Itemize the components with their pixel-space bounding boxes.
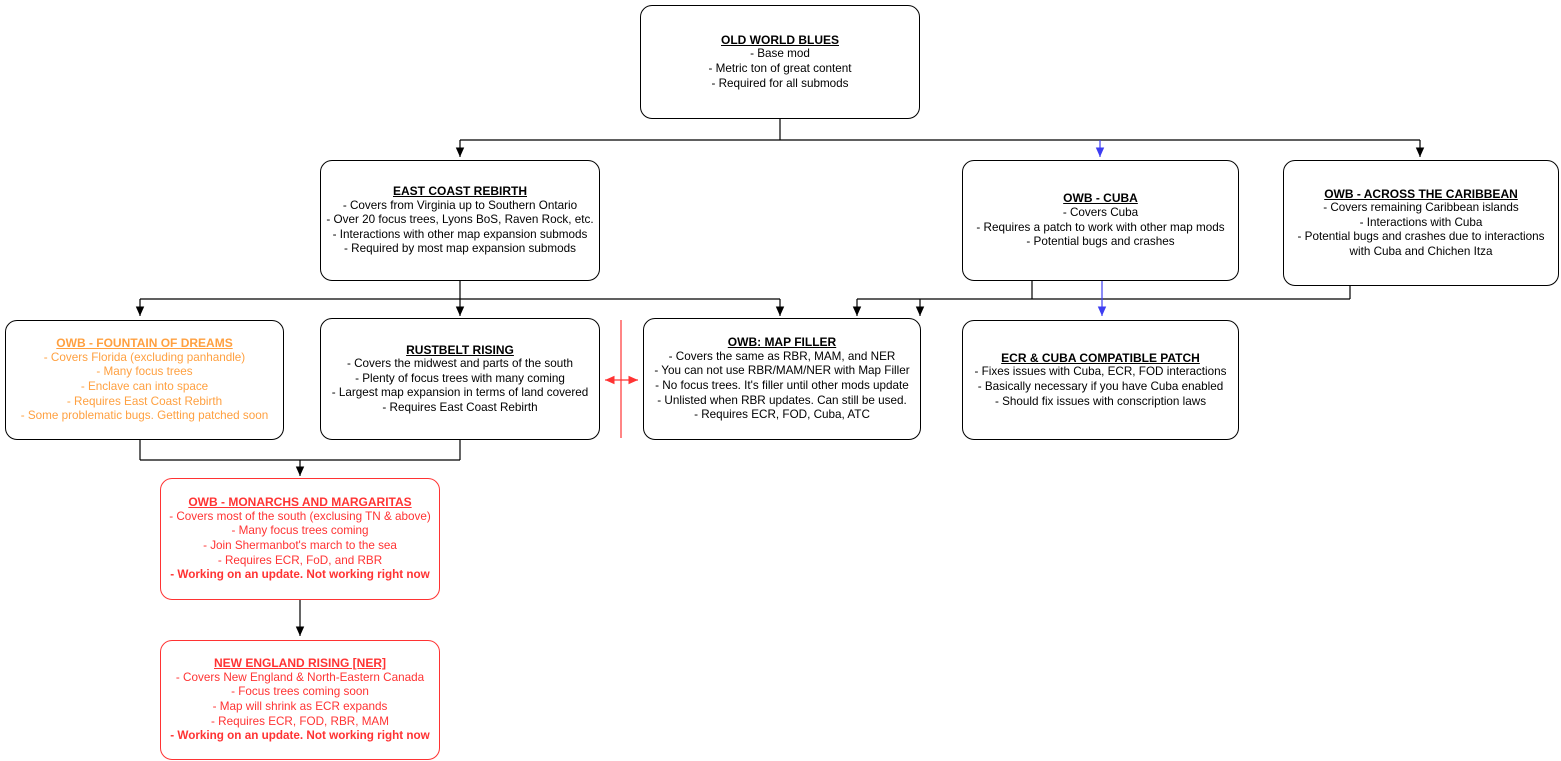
node-bullet: - Interactions with Cuba	[1359, 215, 1483, 229]
node-bullet: - No focus trees. It's filler until other mods update	[655, 379, 909, 392]
node-bullet: - Covers from Virginia up to Southern Ontario	[342, 198, 578, 212]
node-bullet: - Base mod	[750, 47, 810, 61]
node-owb-across-the-caribbean	[1283, 160, 1559, 286]
node-bullet: - Metric ton of great content	[708, 62, 852, 75]
node-bullet: - Required by most map expansion submods	[344, 242, 576, 256]
node-bullet: - Basically necessary if you have Cuba enabled	[977, 380, 1224, 393]
node-title: OLD WORLD BLUES	[721, 32, 839, 47]
node-owb-map-filler	[643, 318, 921, 440]
node-bullet: - Some problematic bugs. Getting patched soon	[20, 409, 269, 423]
node-bullet: - Interactions with other map expansion submods	[332, 227, 588, 241]
node-rustbelt-rising	[320, 318, 600, 440]
node-ecr-cuba-compatible-patch	[962, 320, 1239, 440]
node-bullet: - Unlisted when RBR updates. Can still be used.	[657, 393, 907, 407]
node-bullet: - You can not use RBR/MAM/NER with Map Filler	[654, 364, 910, 378]
node-bullet: - Requires ECR, FOD, RBR, MAM	[211, 714, 389, 728]
node-bullet: - Should fix issues with conscription laws	[994, 394, 1207, 408]
node-bullet: - Required for all submods	[711, 76, 849, 90]
node-bullet: - Working on an update. Not working right now	[170, 568, 430, 582]
node-bullet: - Requires ECR, FoD, and RBR	[217, 553, 383, 567]
node-bullet: - Join Shermanbot's march to the sea	[203, 539, 397, 552]
node-title: EAST COAST REBIRTH	[392, 184, 527, 199]
node-east-coast-rebirth	[320, 160, 600, 281]
node-bullet: - Many focus trees coming	[231, 524, 369, 538]
node-title: OWB - MONARCHS AND MARGARITAS	[188, 495, 412, 510]
node-owb-fountain-of-dreams	[5, 320, 284, 440]
node-bullet: - Requires East Coast Rebirth	[382, 400, 538, 414]
node-bullet: - Many focus trees	[96, 365, 193, 379]
node-bullet: - Covers the same as RBR, MAM, and NER	[668, 349, 896, 363]
node-bullet: - Covers remaining Caribbean islands	[1323, 201, 1519, 215]
node-bullet: - Enclave can into space	[80, 380, 209, 393]
node-bullet: - Plenty of focus trees with many coming	[355, 371, 565, 385]
node-bullet: - Potential bugs and crashes	[1026, 235, 1175, 249]
node-owb-monarchs-and-margaritas	[160, 478, 440, 600]
node-bullet: - Largest map expansion in terms of land covered	[331, 386, 589, 400]
node-bullet: - Covers most of the south (exclusing TN & above)	[169, 509, 431, 523]
node-bullet: - Covers the midwest and parts of the south	[346, 357, 574, 371]
node-bullet: - Potential bugs and crashes due to interactions with Cuba and Chichen Itza	[1297, 230, 1545, 258]
node-title: ECR & CUBA COMPATIBLE PATCH	[1001, 350, 1200, 365]
node-old-world-blues	[640, 5, 920, 119]
node-bullet: - Requires a patch to work with other map mods	[976, 220, 1225, 234]
node-bullet: - Map will shrink as ECR expands	[212, 700, 388, 713]
node-bullet: - Requires East Coast Rebirth	[66, 394, 223, 408]
node-title: OWB: MAP FILLER	[727, 335, 837, 350]
node-bullet: - Fixes issues with Cuba, ECR, FOD interactions	[974, 365, 1227, 379]
node-bullet: - Working on an update. Not working right now	[170, 729, 430, 743]
node-title: NEW ENGLAND RISING [NER]	[214, 656, 386, 671]
node-title: OWB - ACROSS THE CARIBBEAN	[1324, 186, 1518, 201]
node-title: OWB - CUBA	[1063, 191, 1138, 206]
node-bullet: - Focus trees coming soon	[231, 685, 369, 699]
node-owb-cuba	[962, 160, 1239, 281]
node-bullet: - Covers Cuba	[1062, 205, 1139, 219]
node-title: OWB - FOUNTAIN OF DREAMS	[56, 336, 233, 351]
node-bullet: - Requires ECR, FOD, Cuba, ATC	[694, 408, 870, 422]
node-bullet: - Covers New England & North-Eastern Canada	[175, 670, 425, 684]
node-bullet: - Covers Florida (excluding panhandle)	[43, 350, 246, 364]
node-bullet: - Over 20 focus trees, Lyons BoS, Raven Rock, etc.	[326, 213, 594, 227]
node-title: RUSTBELT RISING	[406, 342, 514, 357]
node-new-england-rising-ner	[160, 640, 440, 760]
